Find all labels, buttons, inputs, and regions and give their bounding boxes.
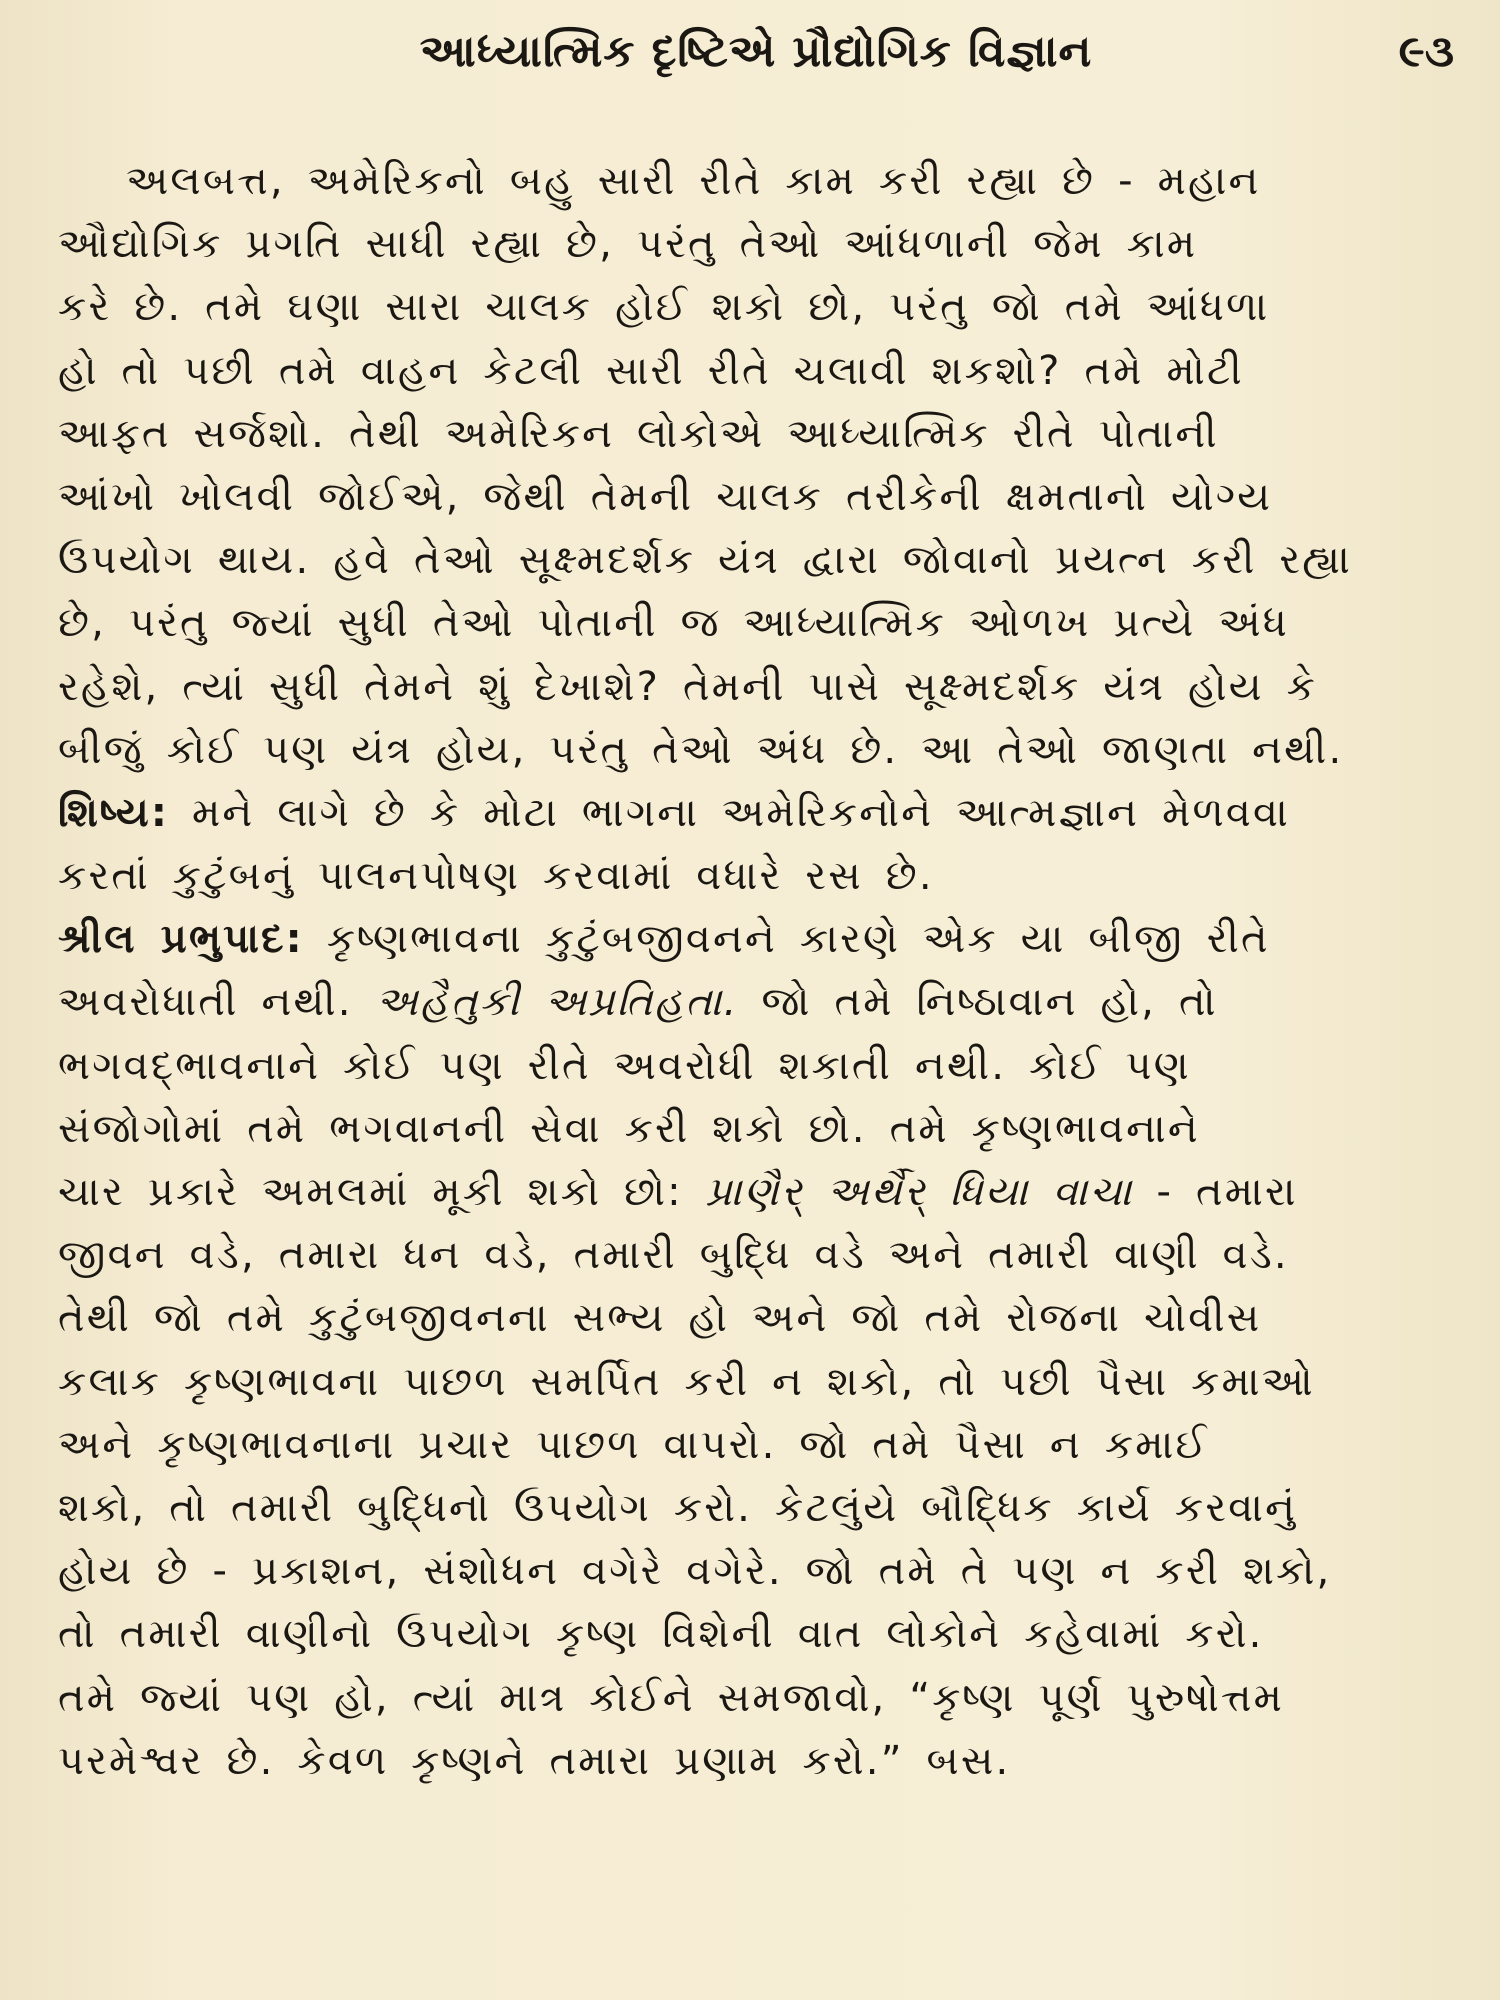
page-number: ૯૩ <box>1398 26 1454 77</box>
text-line: કરે છે. તમે ઘણા સારા ચાલક હોઈ શકો છો, પરંતુ જો તમે આંધળા <box>58 284 1270 331</box>
text-line: આફત સર્જશો. તેથી અમેરિકન લોકોએ આધ્યાત્મિક રીતે પોતાની <box>58 410 1219 457</box>
text-line: ભગવદ્ભાવનાને કોઈ પણ રીતે અવરોધી શકાતી નથી. કોઈ પણ <box>58 1042 1191 1089</box>
text-line <box>58 971 1454 1034</box>
text-line: અલબત્ત, અમેરિકનો બહુ સારી રીતે કામ કરી રહ્યા છે - મહાન <box>126 158 1261 204</box>
text-line: શકો, તો તમારી બુદ્ધિનો ઉપયોગ કરો. કેટલુંયે બૌદ્ધિક કાર્ય કરવાનું <box>58 1484 1298 1531</box>
text-line: ઔદ્યોગિક પ્રગતિ સાધી રહ્યા છે, પરંતુ તેઓ આંધળાની જેમ કામ <box>58 221 1198 268</box>
text-segment: જો તમે નિષ્ઠાવાન હો, તો <box>761 979 1218 1026</box>
dialogue-line-disciple <box>58 782 1454 845</box>
text-line: બીજું કોઈ પણ યંત્ર હોય, પરંતુ તેઓ અંધ છે. આ તેઓ જાણતા નથી. <box>58 726 1344 773</box>
text-line: સંજોગોમાં તમે ભગવાનની સેવા કરી શકો છો. તમે કૃષ્ણભાવનાને <box>58 1105 1200 1152</box>
text-segment: કૃષ્ણભાવના કુટુંબજીવનને કારણે એક યા બીજી રીતે <box>326 916 1270 963</box>
dialogue-line-prabhupada <box>58 908 1454 971</box>
text-segment: - તમારા <box>1156 1169 1298 1215</box>
text-line: રહેશે, ત્યાં સુધી તેમને શું દેખાશે? તેમની પાસે સૂક્ષ્મદર્શક યંત્ર હોય કે <box>58 663 1318 710</box>
page-body <box>58 150 1454 1793</box>
text-line: હો તો પછી તમે વાહન કેટલી સારી રીતે ચલાવી શકશો? તમે મોટી <box>58 347 1244 394</box>
text-segment: મને લાગે છે કે મોટા ભાગના અમેરિકનોને આત્મજ્ઞાન મેળવવા <box>191 789 1290 836</box>
text-line: આંખો ખોલવી જોઈએ, જેથી તેમની ચાલક તરીકેની ક્ષમતાનો યોગ્ય <box>58 473 1273 520</box>
text-line: કરતાં કુટુંબનું પાલનપોષણ કરવામાં વધારે રસ છે. <box>58 853 934 900</box>
text-line: પરમેશ્વર છે. કેવળ કૃષ્ણને તમારા પ્રણામ કરો.” બસ. <box>58 1737 1011 1784</box>
text-line: કલાક કૃષ્ણભાવના પાછળ સમર્પિત કરી ન શકો, તો પછી પૈસા કમાઓ <box>58 1358 1315 1405</box>
text-segment: અવરોધાતી નથી. <box>58 979 353 1026</box>
text-line: ઉપયોગ થાય. હવે તેઓ સૂક્ષ્મદર્શક યંત્ર દ્વારા જોવાનો પ્રયત્ન કરી રહ્યા <box>58 537 1352 584</box>
text-line: જીવન વડે, તમારા ધન વડે, તમારી બુદ્ધિ વડે અને તમારી વાણી વડે. <box>58 1232 1289 1279</box>
sanskrit-quote: અહૈતુકી અપ્રતિહતા. <box>375 979 739 1026</box>
text-line: હોય છે - પ્રકાશન, સંશોધન વગેરે વગેરે. જો તમે તે પણ ન કરી શકો, <box>58 1548 1332 1595</box>
speaker-label-disciple: શિષ્ય: <box>58 789 170 836</box>
sanskrit-quote: પ્રાણૈર્ અર્થૈર્ ધિયા વાચા <box>705 1169 1134 1215</box>
text-line: તમે જ્યાં પણ હો, ત્યાં માત્ર કોઈને સમજાવો, “કૃષ્ણ પૂર્ણ પુરુષોત્તમ <box>58 1674 1285 1721</box>
speaker-label-prabhupada: શ્રીલ પ્રભુપાદ: <box>58 916 304 963</box>
text-line: અને કૃષ્ણભાવનાના પ્રચાર પાછળ વાપરો. જો તમે પૈસા ન કમાઈ <box>58 1421 1209 1468</box>
page-header <box>58 26 1454 96</box>
text-line <box>58 1161 1454 1224</box>
text-line: તો તમારી વાણીનો ઉપયોગ કૃષ્ણ વિશેની વાત લોકોને કહેવામાં કરો. <box>58 1611 1264 1658</box>
text-line: તેથી જો તમે કુટુંબજીવનના સભ્ય હો અને જો તમે રોજના ચોવીસ <box>58 1295 1262 1342</box>
running-title: આધ્યાત્મિક દૃષ્ટિએ પ્રૌદ્યોગિક વિજ્ઞાન <box>419 26 1093 77</box>
text-line: છે, પરંતુ જ્યાં સુધી તેઓ પોતાની જ આધ્યાત્મિક ઓળખ પ્રત્યે અંધ <box>58 600 1289 647</box>
text-segment: ચાર પ્રકારે અમલમાં મૂકી શકો છો: <box>58 1169 683 1215</box>
